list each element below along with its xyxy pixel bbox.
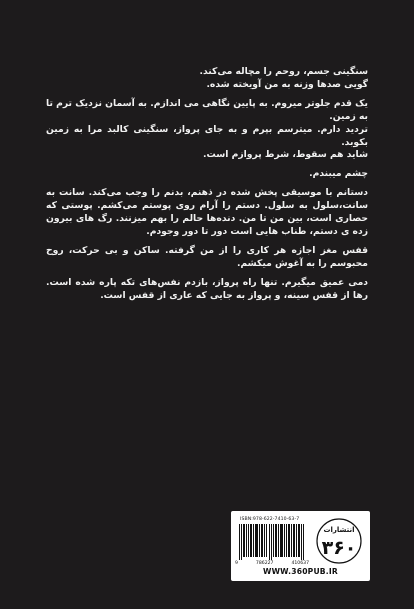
- text-line-1: سنگینی جسم، روحم را مچاله می‌کند.: [199, 66, 368, 77]
- barcode-digit-group-2: 410637: [291, 561, 309, 566]
- text-line-6: چشم میبندم.: [309, 168, 368, 180]
- text-line-4: تردید دارم. میترسم بپرم و به جای پرواز، سنگینی کالبد مرا به زمین بکوبد.: [46, 123, 368, 148]
- publisher-number: ۳۶۰: [321, 537, 357, 559]
- publisher-logo-icon: [315, 517, 363, 565]
- text-line-3: یک قدم جلوتر میروم. به پایین نگاهی می اندازم. به آسمان نزدیک ترم تا به زمین.: [46, 97, 368, 122]
- text-line-2: گویی صدها وزنه به من آویخته شده.: [206, 78, 368, 90]
- text-paragraph-breath: دمی عمیق میگیرم. تنها راه پرواز، بازدم نفس‌های تکه پاره شده است. رها از قفس سینه، و پرواز به جایی که عاری از قفس است.: [46, 276, 368, 301]
- barcode-digit-group-1: 786227: [255, 561, 274, 566]
- text-line-5: شاید هم سقوط، شرط پروازم است.: [203, 149, 368, 161]
- barcode-digits: [235, 561, 309, 566]
- barcode-image: [239, 524, 305, 560]
- text-paragraph-cage: قفس مغز اجازه هر کاری را از من گرفته. ساکن و بی حرکت، روح محبوسم را به آغوش میکشم.: [46, 244, 368, 269]
- barcode-digit-prefix: 9: [235, 561, 238, 566]
- publisher-website: WWW.360PUB.IR: [263, 567, 338, 576]
- text-paragraph-body: دستانم با موسیقی پخش شده در ذهنم، بدنم را وجب می‌کند. سانت به سانت،سلول به سلول. دستم را آرام روی پوستم می‌کشم. پوستی که حصاری است، بین من تا من. دنده‌ها حالم را بهم میزنند. رگ های بیرون زده ی دستم، طناب هایی است دور تا دور وجودم.: [46, 187, 368, 237]
- back-cover-text: [46, 66, 368, 303]
- isbn-text: ISBN:978-622-7410-63-7: [240, 517, 300, 522]
- publisher-name: انتشارات: [323, 526, 355, 534]
- barcode-label: [231, 511, 370, 581]
